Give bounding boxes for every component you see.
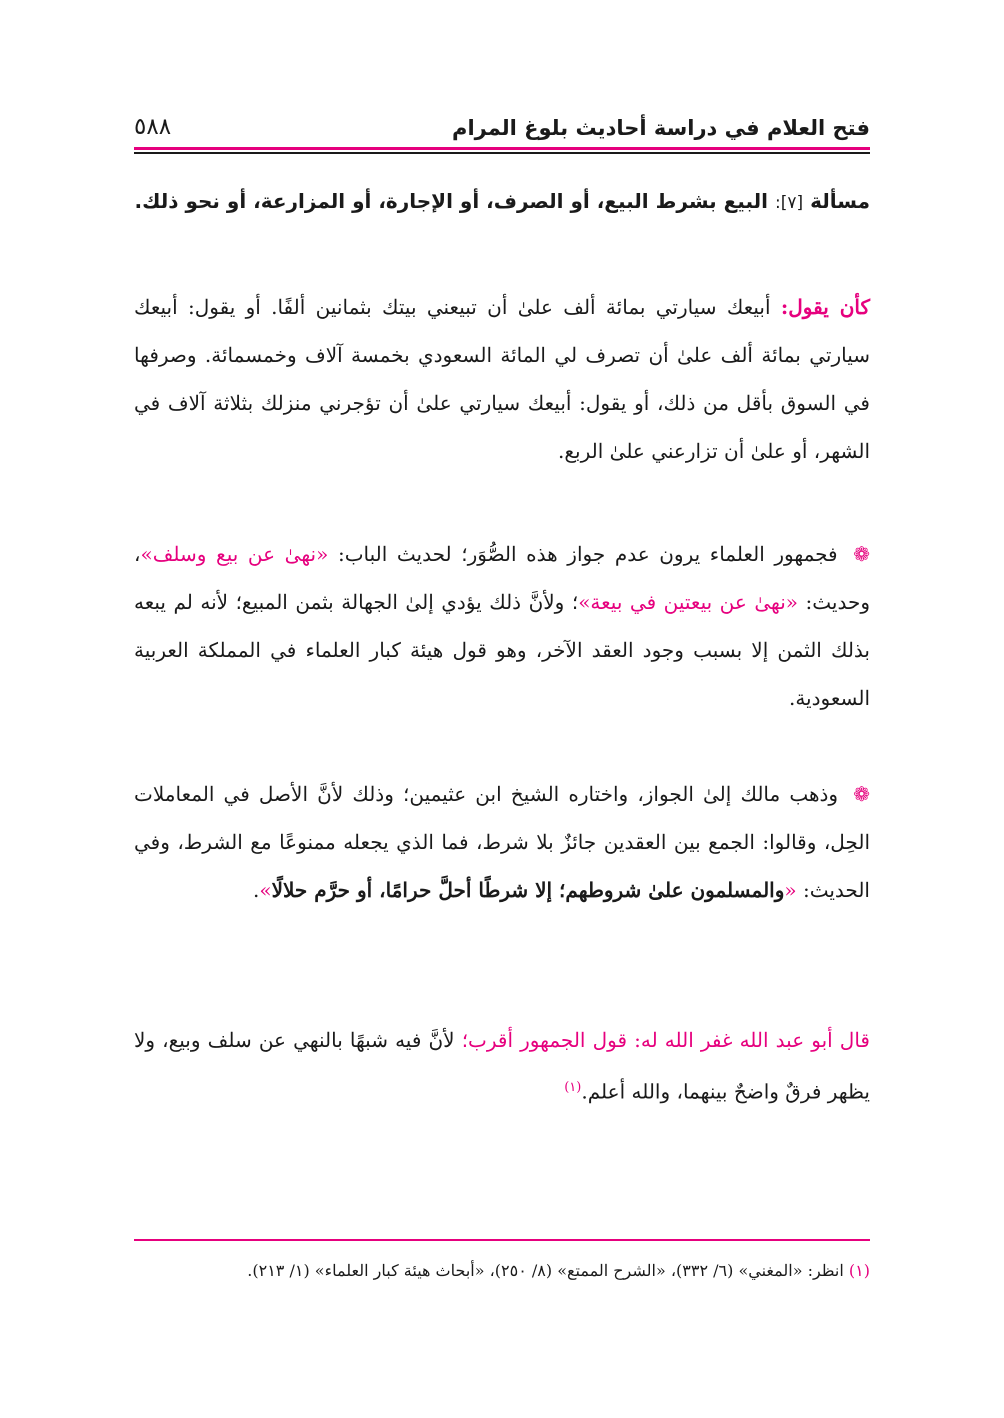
issue-heading <box>134 178 870 226</box>
malik-text-1: وذهب مالك إلىٰ الجواز، واختاره الشيخ ابن عثيمين؛ وذلك لأنَّ الأصل في المعاملات الحِل، وقالوا: الجمع بين العقدين جائزٌ بلا شرط، فما الذي يجعله ممنوعًا مع الشرط، وفي الحديث: <box>134 782 870 902</box>
footnote-rule <box>134 1239 870 1241</box>
hadith-quote-3: والمسلمون علىٰ شروطهم؛ إلا شرطًا أحلَّ حرامًا، أو حرَّم حلالًا <box>271 878 785 902</box>
issue-label: مسألة <box>810 189 870 213</box>
book-title: فتح العلام في دراسة أحاديث بلوغ المرام <box>452 116 870 140</box>
example-text: أبيعك سيارتي بمائة ألف علىٰ أن تبيعني بيتك بثمانين ألفًا. أو يقول: أبيعك سيارتي بمائة ألف علىٰ أن تصرف لي المائة السعودي بخمسة آلاف وخمسمائة. وصرفها في السوق بأقل من ذلك، أو يقول: أبيعك سيارتي علىٰ أن تؤجرني منزلك بثلاثة آلاف في الشهر، أو علىٰ أن تزارعني علىٰ الربع. <box>134 295 870 463</box>
page-number: ٥٨٨ <box>134 114 172 140</box>
majority-paragraph <box>134 530 870 722</box>
footnote <box>134 1256 870 1286</box>
author-paragraph <box>134 1016 870 1116</box>
majority-text-2: ، وحديث: <box>134 542 871 614</box>
majority-text-3: ؛ ولأنَّ ذلك يؤدي إلىٰ الجهالة بثمن المبيع؛ لأنه لم يبعه بذلك الثمن إلا بسبب وجود العقد الآخر، وهو قول هيئة كبار العلماء في المملكة العربية السعودية. <box>134 590 870 710</box>
majority-text-1: فجمهور العلماء يرون عدم جواز هذه الصُّوَر؛ لحديث الباب: <box>337 542 838 566</box>
quote-close: » <box>259 878 272 902</box>
hadith-quote-1: «نهىٰ عن بيع وسلف» <box>140 542 329 566</box>
issue-title: البيع بشرط البيع، أو الصرف، أو الإجارة، أو المزارعة، أو نحو ذلك. <box>134 189 769 213</box>
footnote-number: (١) <box>848 1261 870 1280</box>
example-lead: كأن يقول: <box>780 295 871 319</box>
page <box>134 0 870 1418</box>
running-header <box>134 112 870 152</box>
author-text: لأنَّ فيه شبهًا بالنهي عن سلف وبيع، ولا يظهر فرقٌ واضحٌ بينهما، والله أعلم. <box>134 1028 870 1104</box>
header-rule-dark <box>134 152 870 154</box>
author-lead: قال أبو عبد الله غفر الله له: قول الجمهور أقرب؛ <box>461 1028 870 1052</box>
example-paragraph <box>134 283 870 475</box>
malik-paragraph <box>134 770 870 914</box>
flower-bullet-icon: ❁ <box>853 782 871 806</box>
hadith-quote-2: «نهىٰ عن بيعتين في بيعة» <box>578 590 799 614</box>
quote-open: « <box>784 878 797 902</box>
malik-end: . <box>252 878 260 902</box>
issue-number: [٧]: <box>774 193 804 213</box>
flower-bullet-icon: ❁ <box>853 542 870 566</box>
footnote-text: انظر: «المغني» (٦/ ٣٣٢)، «الشرح الممتع» (٨/ ٢٥٠)، «أبحاث هيئة كبار العلماء» (١/ ٢١٣). <box>247 1261 844 1280</box>
footnote-ref: (١) <box>564 1080 582 1095</box>
header-rule-pink <box>134 147 870 150</box>
